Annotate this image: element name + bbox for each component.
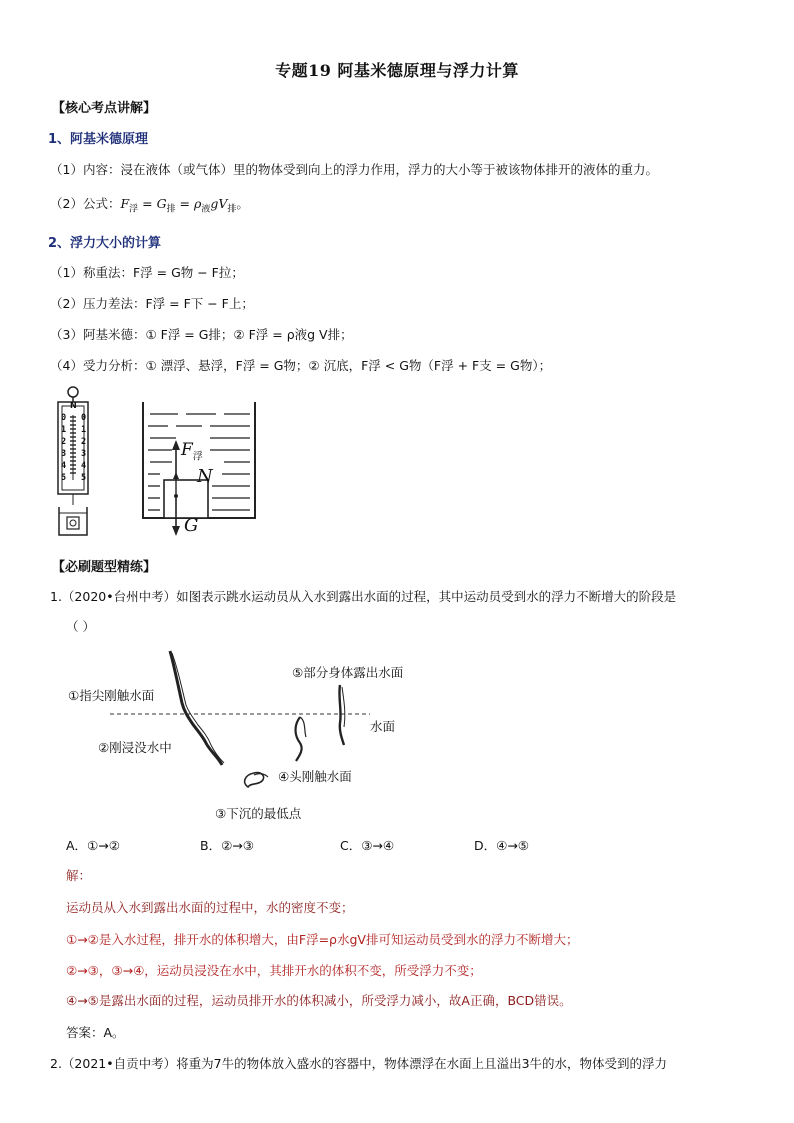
formula-expression: $F_浮 = G_排 = \rho_液gV_排$ [120, 196, 237, 215]
diver-label-4: ④头刚触水面 [278, 769, 352, 784]
water-surface-label: 水面 [370, 719, 396, 734]
solution-line: ①→②是入水过程，排开水的体积增大，由F浮=ρ水gV排可知运动员受到水的浮力不断增大； [66, 932, 579, 947]
answer: 答案：A。 [66, 1025, 125, 1040]
diver-label-1: ①指尖刚触水面 [68, 688, 155, 703]
diver-label-2: ②刚浸没水中 [98, 740, 172, 755]
option-b[interactable]: B．②→③ [200, 838, 254, 853]
scale-unit-label: N [70, 401, 77, 410]
scale-numbers-right: 0 1 2 3 4 5 [81, 413, 87, 483]
question2-stem: 2.（2021•自贡中考）将重为7牛的物体放入盛水的容器中，物体漂浮在水面上且溢出3牛的水，物体受到的浮力 [50, 1056, 668, 1071]
diver-label-5: ⑤部分身体露出水面 [292, 665, 404, 680]
gravity-label: G [184, 515, 199, 536]
option-d[interactable]: D．④→⑤ [474, 838, 530, 853]
option-c[interactable]: C．③→④ [340, 838, 395, 853]
question1-stem: 1.（2020•台州中考）如图表示跳水运动员从入水到露出水面的过程，其中运动员受到水的浮力不断增大的阶段是 [50, 589, 677, 604]
topic1-heading: 1、阿基米德原理 [48, 132, 149, 147]
option-a[interactable]: A．①→② [66, 838, 120, 853]
solution-line: 运动员从入水到露出水面的过程中，水的密度不变； [66, 900, 354, 915]
scale-numbers-left: 0 1 2 3 4 5 [61, 413, 67, 483]
topic2-item: （4）受力分析：① 漂浮、悬浮，F浮 = G物；② 沉底，F浮 < G物（F浮 + F支 = G物）； [50, 358, 552, 373]
solution-label: 解： [66, 868, 92, 883]
topic1-formula: （2）公式：$F_浮 = G_排 = \rho_液gV_排$。 [50, 196, 249, 215]
page-title: 专题19 阿基米德原理与浮力计算 [275, 61, 519, 80]
section-header-practice: 【必刷题型精练】 [52, 560, 157, 575]
buoyancy-force-label: $F_浮$ [181, 440, 203, 463]
formula-prefix: （2）公式： [50, 196, 121, 211]
topic2-heading: 2、浮力大小的计算 [48, 236, 162, 251]
solution-line: ④→⑤是露出水面的过程，运动员排开水的体积减小，所受浮力减小，故A正确，BCD错误。 [66, 993, 572, 1008]
spring-scale-figure [50, 385, 110, 545]
diver-label-3: ③下沉的最低点 [215, 806, 302, 821]
section-header-core: 【核心考点讲解】 [52, 101, 157, 116]
topic2-item: （3）阿基米德：① F浮 = G排；② F浮 = ρ液g V排； [50, 327, 353, 342]
topic2-item: （2）压力差法：F浮 = F下 − F上； [50, 296, 254, 311]
question1-blank: （ ） [66, 619, 95, 634]
topic2-item: （1）称重法：F浮 = G物 − F拉； [50, 265, 244, 280]
solution-line: ②→③，③→④，运动员浸没在水中，其排开水的体积不变，所受浮力不变； [66, 963, 482, 978]
topic1-content: （1）内容：浸在液体（或气体）里的物体受到向上的浮力作用，浮力的大小等于被该物体排开的液体的重力。 [50, 162, 658, 177]
normal-force-label: N [197, 466, 213, 487]
